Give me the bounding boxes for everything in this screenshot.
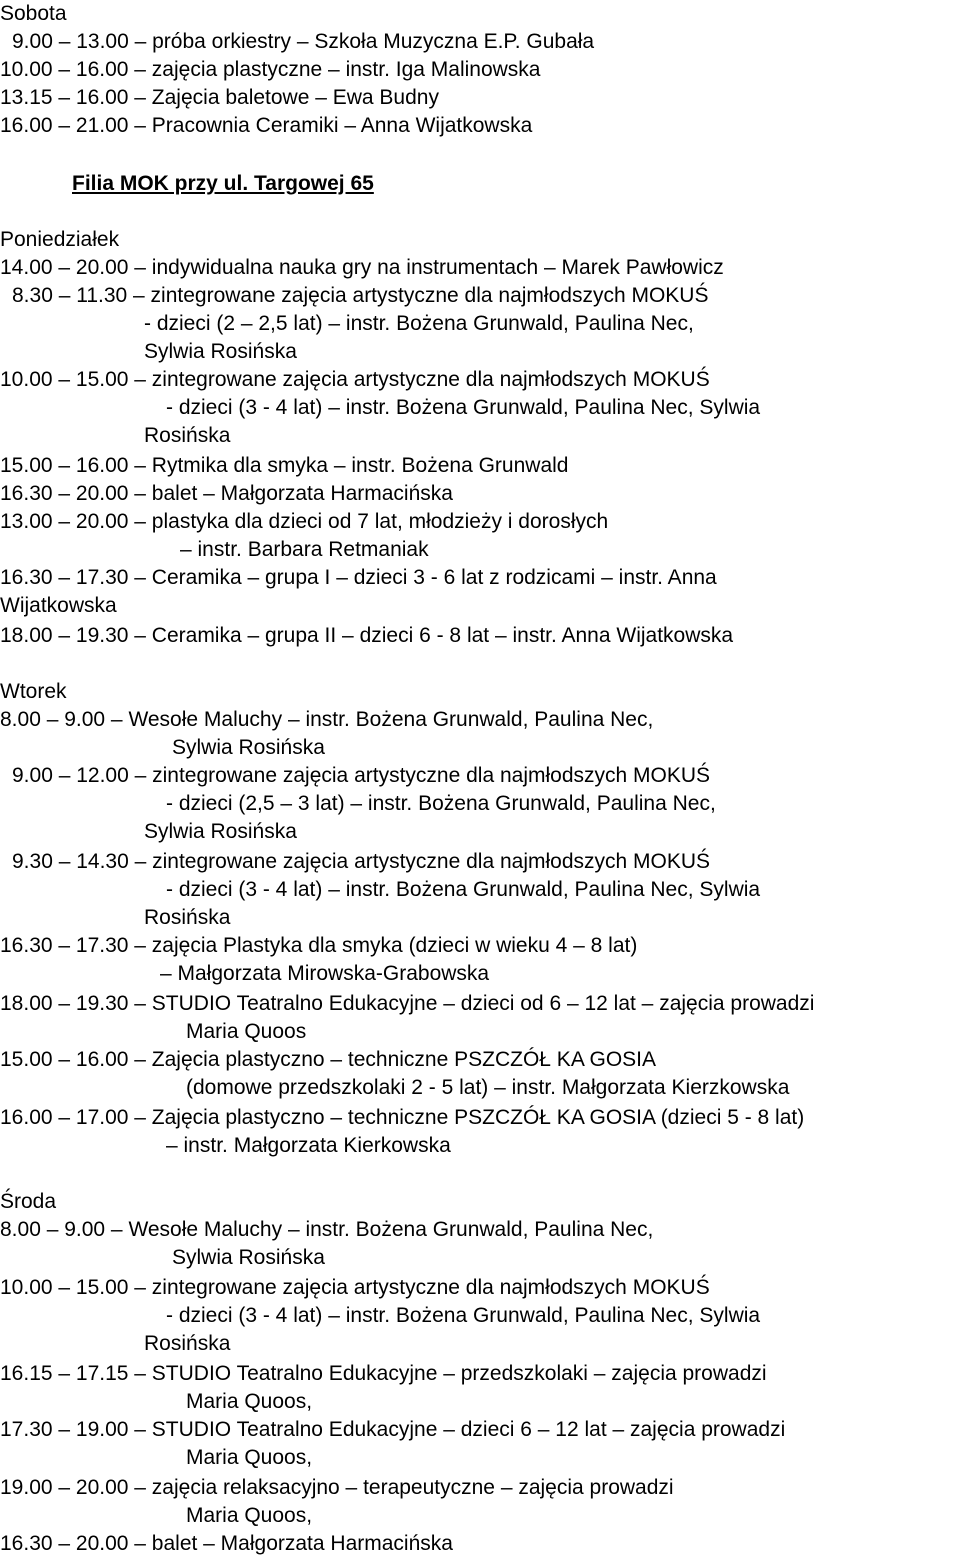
schedule-line: 16.00 – 21.00 – Pracownia Ceramiki – Anna Wijatkowska (0, 114, 533, 137)
schedule-line: 18.00 – 19.30 – Ceramika – grupa II – dzieci 6 - 8 lat – instr. Anna Wijatkowska (0, 624, 734, 647)
schedule-line: - dzieci (3 - 4 lat) – instr. Bożena Grunwald, Paulina Nec, Sylwia (166, 878, 761, 901)
schedule-line: 15.00 – 16.00 – Rytmika dla smyka – instr. Bożena Grunwald (0, 454, 569, 477)
schedule-line: Sylwia Rosińska (144, 820, 297, 843)
schedule-line: Sylwia Rosińska (172, 736, 325, 759)
schedule-line: 16.30 – 20.00 – balet – Małgorzata Harmacińska (0, 482, 453, 505)
schedule-line: Maria Quoos, (186, 1504, 313, 1527)
schedule-line: - dzieci (3 - 4 lat) – instr. Bożena Grunwald, Paulina Nec, Sylwia (166, 396, 761, 419)
schedule-line: (domowe przedszkolaki 2 - 5 lat) – instr. Małgorzata Kierzkowska (186, 1076, 790, 1099)
schedule-line: Rosińska (144, 424, 231, 447)
schedule-line: 9.00 – 12.00 – zintegrowane zajęcia artystyczne dla najmłodszych MOKUŚ (12, 764, 711, 787)
schedule-line: 10.00 – 16.00 – zajęcia plastyczne – instr. Iga Malinowska (0, 58, 541, 81)
schedule-line: 8.30 – 11.30 – zintegrowane zajęcia artystyczne dla najmłodszych MOKUŚ (12, 284, 709, 307)
schedule-line: 16.30 – 17.30 – zajęcia Plastyka dla smyka (dzieci w wieku 4 – 8 lat) (0, 934, 638, 957)
schedule-line: 14.00 – 20.00 – indywidualna nauka gry na instrumentach – Marek Pawłowicz (0, 256, 724, 279)
schedule-line: 19.00 – 20.00 – zajęcia relaksacyjno – terapeutyczne – zajęcia prowadzi (0, 1476, 674, 1499)
schedule-line: Sylwia Rosińska (172, 1246, 325, 1269)
schedule-line: Maria Quoos, (186, 1390, 313, 1413)
schedule-line: 9.30 – 14.30 – zintegrowane zajęcia artystyczne dla najmłodszych MOKUŚ (12, 850, 711, 873)
day-heading: Środa (0, 1190, 57, 1213)
schedule-line: 13.00 – 20.00 – plastyka dla dzieci od 7 lat, młodzieży i dorosłych (0, 510, 609, 533)
day-heading: Poniedziałek (0, 228, 120, 251)
schedule-line: 18.00 – 19.30 – STUDIO Teatralno Edukacyjne – dzieci od 6 – 12 lat – zajęcia prowadzi (0, 992, 815, 1015)
schedule-line: - dzieci (2 – 2,5 lat) – instr. Bożena Grunwald, Paulina Nec, (144, 312, 694, 335)
day-heading: Wtorek (0, 680, 67, 703)
schedule-line: Rosińska (144, 906, 231, 929)
schedule-line: 16.15 – 17.15 – STUDIO Teatralno Edukacyjne – przedszkolaki – zajęcia prowadzi (0, 1362, 767, 1385)
schedule-line: 16.30 – 17.30 – Ceramika – grupa I – dzieci 3 - 6 lat z rodzicami – instr. Anna (0, 566, 717, 589)
schedule-line: Maria Quoos, (186, 1446, 313, 1469)
schedule-line: – instr. Małgorzata Kierkowska (166, 1134, 451, 1157)
schedule-line: 17.30 – 19.00 – STUDIO Teatralno Edukacyjne – dzieci 6 – 12 lat – zajęcia prowadzi (0, 1418, 786, 1441)
schedule-line: Rosińska (144, 1332, 231, 1355)
schedule-line: Sylwia Rosińska (144, 340, 297, 363)
schedule-line: – Małgorzata Mirowska-Grabowska (160, 962, 490, 985)
section-heading: Filia MOK przy ul. Targowej 65 (72, 172, 374, 195)
schedule-line: 16.30 – 20.00 – balet – Małgorzata Harmacińska (0, 1532, 453, 1555)
day-heading: Sobota (0, 2, 67, 25)
schedule-line: 8.00 – 9.00 – Wesołe Maluchy – instr. Bożena Grunwald, Paulina Nec, (0, 1218, 654, 1241)
schedule-line: 9.00 – 13.00 – próba orkiestry – Szkoła Muzyczna E.P. Gubała (12, 30, 595, 53)
schedule-line: 10.00 – 15.00 – zintegrowane zajęcia artystyczne dla najmłodszych MOKUŚ (0, 368, 710, 391)
schedule-line: - dzieci (3 - 4 lat) – instr. Bożena Grunwald, Paulina Nec, Sylwia (166, 1304, 761, 1327)
schedule-line: 15.00 – 16.00 – Zajęcia plastyczno – techniczne PSZCZÓŁ KA GOSIA (0, 1048, 657, 1071)
schedule-line: Wijatkowska (0, 594, 117, 617)
schedule-line: 8.00 – 9.00 – Wesołe Maluchy – instr. Bożena Grunwald, Paulina Nec, (0, 708, 654, 731)
schedule-line: 16.00 – 17.00 – Zajęcia plastyczno – techniczne PSZCZÓŁ KA GOSIA (dzieci 5 - 8 lat) (0, 1106, 805, 1129)
schedule-line: 10.00 – 15.00 – zintegrowane zajęcia artystyczne dla najmłodszych MOKUŚ (0, 1276, 710, 1299)
schedule-line: – instr. Barbara Retmaniak (180, 538, 429, 561)
schedule-line: - dzieci (2,5 – 3 lat) – instr. Bożena Grunwald, Paulina Nec, (166, 792, 716, 815)
schedule-line: 13.15 – 16.00 – Zajęcia baletowe – Ewa Budny (0, 86, 439, 109)
schedule-line: Maria Quoos (186, 1020, 307, 1043)
